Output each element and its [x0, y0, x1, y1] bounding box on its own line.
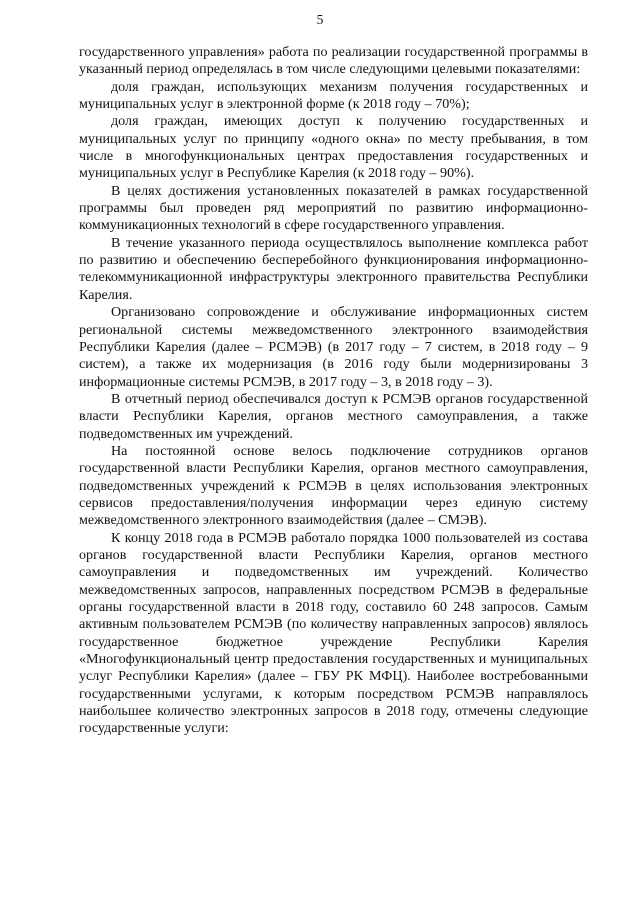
paragraph-indicator-one-window: доля граждан, имеющих доступ к получению государственных и муниципальных услуг по принципу «одного окна» по месту пребывания, в том числе в многофункциональных центрах предоставления государственных и муниципальных услуг в Республике Карелия (к 2018 году – 90%).	[79, 113, 588, 182]
paragraph-indicator-electronic-services: доля граждан, использующих механизм получения государственных и муниципальных услуг в электронной форме (к 2018 году – 70%);	[79, 78, 588, 113]
paragraph-rsmev-connection: На постоянной основе велось подключение сотрудников органов государственной власти Республики Карелия, органов местного самоуправления, подведомственных учреждений к РСМЭВ в целях использования электронных сервисов предоставления/получения информации через единую систему межведомственного электронного взаимодействия (далее – СМЭВ).	[79, 442, 588, 529]
paragraph-intro-continuation: государственного управления» работа по реализации государственной программы в указанный период определялась в том числе следующими целевыми показателями:	[79, 44, 588, 78]
paragraph-ict-measures: В целях достижения установленных показателей в рамках государственной программы был проведен ряд мероприятий по развитию информационно-коммуникационных технологий в сфере государственного управления.	[79, 182, 588, 234]
paragraph-rsmev-systems: Организовано сопровождение и обслуживание информационных систем региональной системы межведомственного электронного взаимодействия Республики Карелия (далее – РСМЭВ) (в 2017 году – 7 систем, в 2018 году – 9 систем), а также их модернизация (в 2016 году были модернизированы 3 информационные системы РСМЭВ, в 2017 году – 3, в 2018 году – 3).	[79, 304, 588, 390]
paragraph-infrastructure: В течение указанного периода осуществлялось выполнение комплекса работ по развитию и обеспечению бесперебойного функционирования информационно-телекоммуникационной инфраструктуры электронного правительства Республики Карелия.	[79, 234, 588, 303]
document-body	[79, 44, 588, 738]
paragraph-rsmev-access: В отчетный период обеспечивался доступ к РСМЭВ органов государственной власти Республики Карелия, органов местного самоуправления, а также подведомственных им учреждений.	[79, 390, 588, 442]
paragraph-rsmev-users: К концу 2018 года в РСМЭВ работало порядка 1000 пользователей из состава органов государственной власти Республики Карелия, органов местного самоуправления и подведомственных им учреждений. Количество межведомственных запросов, направленных посредством РСМЭВ в федеральные органы государственной власти в 2018 году, составило 60 248 запросов. Самым активным пользователем РСМЭВ (по количеству направленных запросов) являлось государственное бюджетное учреждение Республики Карелия «Многофункциональный центр предоставления государственных и муниципальных услуг Республики Карелия» (далее – ГБУ РК МФЦ). Наиболее востребованными государственными услугами, к которым посредством РСМЭВ направлялось наибольшее количество электронных запросов в 2018 году, отмечены следующие государственные услуги:	[79, 529, 588, 737]
page-number: 5	[316, 12, 324, 27]
